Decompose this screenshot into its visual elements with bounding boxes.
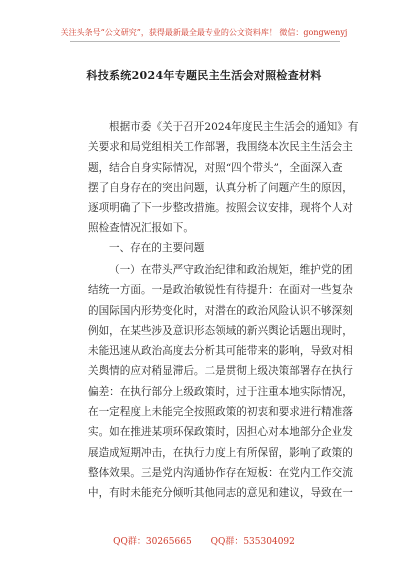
section-heading: 一、存在的主要问题 — [109, 242, 205, 254]
paragraph-line: 关要求和局党组相关工作部署，我围绕本次民主生活会主 — [88, 141, 353, 154]
footer-contact — [0, 534, 408, 547]
paragraph-line: 展造成短期冲击，在执行力度上有所保留，影响了政策的 — [88, 446, 353, 459]
paragraph-line: 中，有时未能充分倾听其他同志的意见和建议，导致在一 — [88, 487, 353, 500]
paragraph-line: 题，结合自身实际情况，对照“四个带头”，全面深入查 — [88, 161, 343, 174]
paragraph-line: 摆了自身存在的突出问题，认真分析了问题产生的原因， — [88, 181, 353, 194]
top-banner: 关注头条号“公文研究”，获得最新最全最专业的公文资料库！ 微信：gongwenyj — [60, 28, 348, 37]
footer-qq-group-1: QQ群：30265665 — [113, 537, 192, 547]
paragraph-line: （一）在带头严守政治纪律和政治规矩，维护党的团 — [109, 264, 353, 276]
section-paragraph — [88, 260, 353, 504]
paragraph-line: 关舆情的应对稍显滞后。二是贯彻上级决策部署存在执行 — [88, 365, 353, 378]
paragraph-line: 照检查情况汇报如下。 — [88, 222, 194, 235]
paragraph-line: 例如，在某些涉及意识形态领域的新兴舆论话题出现时， — [88, 324, 353, 337]
paragraph-line: 结统一方面。一是政治敏锐性有待提升：在面对一些复杂 — [88, 284, 353, 297]
paragraph-line: 逐项明确了下一步整改措施。按照会议安排，现将个人对 — [88, 202, 353, 215]
paragraph-line: 偏差：在执行部分上级政策时，过于注重本地实际情况， — [88, 385, 353, 398]
footer-qq-group-2: QQ群：535304092 — [210, 537, 295, 547]
paragraph-line: 的国际国内形势变化时，对潜在的政治风险认识不够深刻 — [88, 304, 353, 317]
paragraph-line: 未能迅速从政治高度去分析其可能带来的影响，导致对相 — [88, 345, 353, 358]
banner-divider — [70, 41, 340, 42]
paragraph-line: 整体效果。三是党内沟通协作存在短板：在党内工作交流 — [88, 466, 353, 479]
document-title: 科技系统2024年专题民主生活会对照检查材料 — [86, 69, 322, 82]
paragraph-line: 在一定程度上未能完全按照政策的初衷和要求进行精准落 — [88, 406, 353, 419]
paragraph-line: 实。如在推进某项环保政策时，因担心对本地部分企业发 — [88, 426, 353, 439]
paragraph-line: 根据市委《关于召开2024年度民主生活会的通知》有 — [109, 121, 359, 133]
intro-paragraph — [88, 117, 359, 239]
